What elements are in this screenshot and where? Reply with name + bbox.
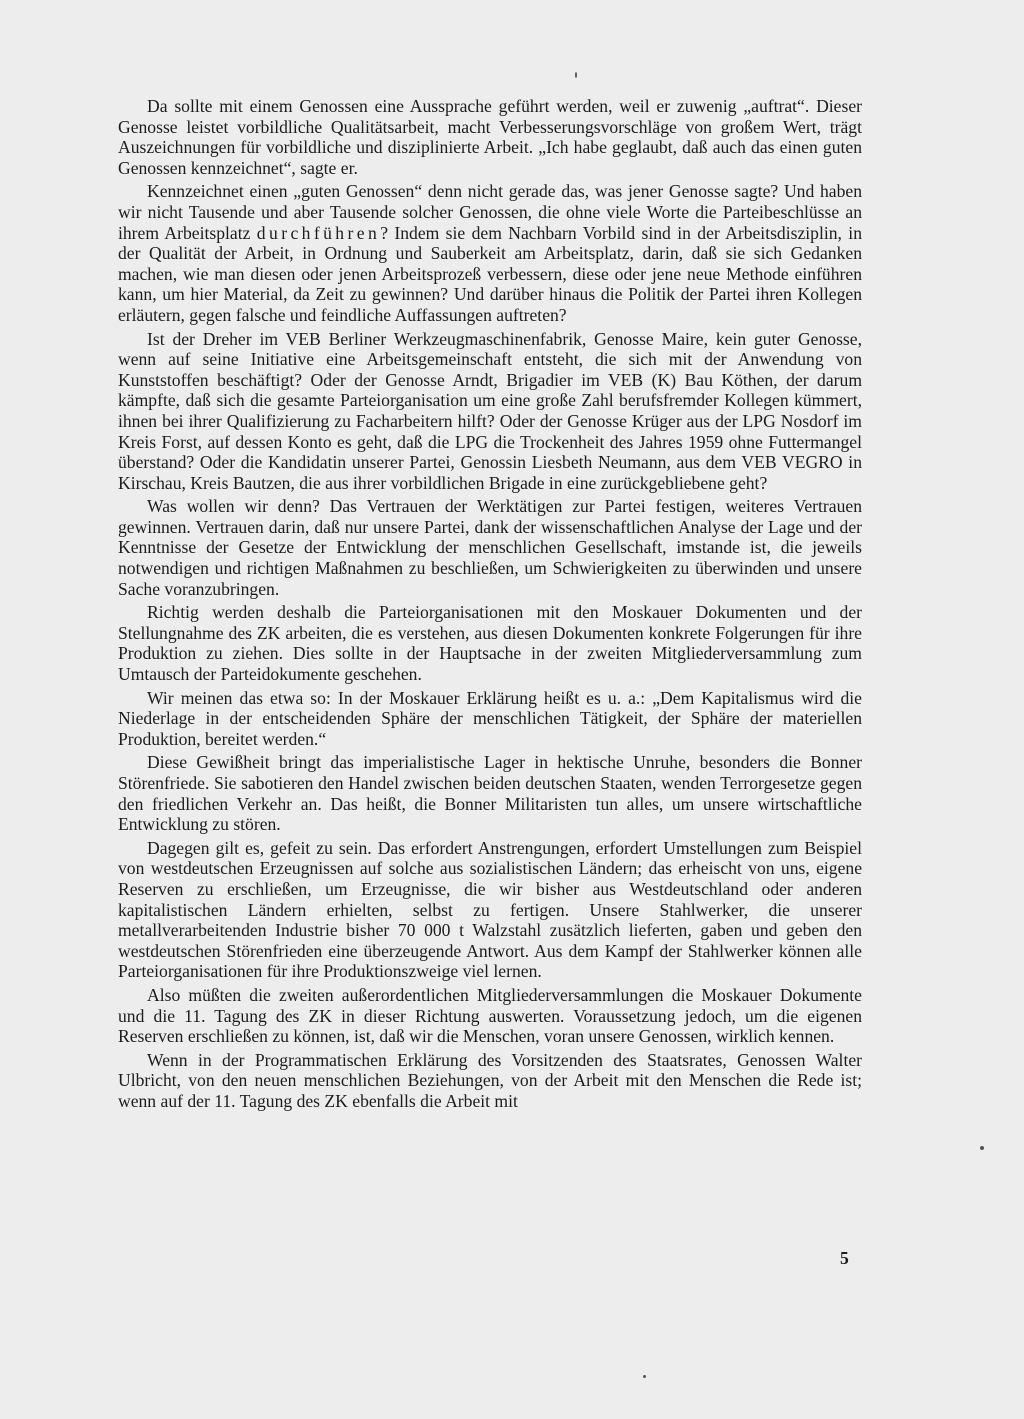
paragraph-1: [118, 96, 862, 178]
paragraph-9: [118, 985, 862, 1047]
text-run: Wenn in der Programmatischen Erklärung des Vorsitzenden des Staatsrates, Genossen Walter Ulbricht, von den neuen menschlichen Beziehungen, von der Arbeit mit den Menschen die Rede ist; wenn auf der 11. Tagung des ZK ebenfalls die Arbeit mit: [118, 1049, 862, 1111]
text-run: Richtig werden deshalb die Parteiorganisationen mit den Moskauer Dokumenten und der Stellungnahme des ZK arbeiten, die es verstehen, aus diesen Dokumenten konkrete Folgerungen für ihre Produktion zu ziehen. Dies sollte in der Hauptsache in der zweiten Mitgliederversammlung zum Umtausch der Parteidokumente geschehen.: [118, 602, 862, 685]
paragraph-7: [118, 752, 862, 834]
emphasis-text: durchführen: [256, 222, 381, 243]
page-number: 5: [840, 1248, 849, 1268]
text-run: Wir meinen das etwa so: In der Moskauer Erklärung heißt es u. a.: „Dem Kapitalismus wird die Niederlage in der entscheidenden Sphäre der menschlichen Tätigkeit, der Sphäre der materiellen Produktion, bereitet werden.“: [118, 687, 862, 749]
scan-speck: [643, 1375, 646, 1378]
scan-speck: [980, 1146, 984, 1150]
body-text: [118, 96, 862, 1112]
paragraph-2: [118, 181, 862, 325]
text-run: Kennzeichnet einen „guten Genossen“ denn nicht gerade das, was jener Genosse sagte? Und haben wir nicht Tausende und aber Tausende solcher Genossen, die ohne viele Worte die Parteibeschlüsse an ihrem Arbeitsplatz: [118, 181, 862, 243]
paragraph-4: [118, 496, 862, 599]
text-run: Ist der Dreher im VEB Berliner Werkzeugmaschinenfabrik, Genosse Maire, kein guter Genosse, wenn auf seine Initiative eine Arbeitsgemeinschaft entsteht, die sich mit der Anwendung von Kunststoffen beschäftigt? Oder der Genosse Arndt, Brigadier im VEB (K) Bau Köthen, der darum kämpfte, daß sich die gesamte Parteiorganisation um eine große Zahl berufsfremder Kollegen kümmert, ihnen bei ihrer Qualifizierung zu Facharbeitern hilft? Oder der Genosse Krüger aus der LPG Nosdorf im Kreis Forst, auf dessen Konto es geht, daß die LPG die Trockenheit des Jahres 1959 ohne Futtermangel überstand? Oder die Kandidatin unserer Partei, Genossin Liesbeth Neumann, aus dem VEB VEGRO in Kirschau, Kreis Bautzen, die aus ihrer vorbildlichen Brigade in eine zurückgebliebene geht?: [118, 328, 862, 493]
paragraph-10: [118, 1050, 862, 1112]
text-run: Diese Gewißheit bringt das imperialistische Lager in hektische Unruhe, besonders die Bonner Störenfriede. Sie sabotieren den Handel zwischen beiden deutschen Staaten, wenden Terrorgesetze gegen den friedlichen Verkehr an. Das heißt, die Bonner Militaristen tun alles, um unsere wirtschaftliche Entwicklung zu stören.: [118, 752, 862, 835]
text-run: Dagegen gilt es, gefeit zu sein. Das erfordert Anstrengungen, erfordert Umstellungen zum Beispiel von westdeutschen Erzeugnissen auf solche aus sozialistischen Ländern; das erheischt von uns, eigene Reserven zu erschließen, um Erzeugnisse, die wir bisher aus Westdeutschland oder anderen kapitalistischen Ländern erhielten, selbst zu fertigen. Unsere Stahlwerker, die unserer metallverarbeitenden Industrie bisher 70 000 t Walzstahl zusätzlich lieferten, gaben und geben den westdeutschen Störenfrieden eine überzeugende Antwort. Aus dem Kampf der Stahlwerker können alle Parteiorganisationen für ihre Produktionszweige viel lernen.: [118, 837, 862, 982]
paragraph-5: [118, 602, 862, 684]
text-run: ? Indem sie dem Nachbarn Vorbild sind in der Arbeitsdisziplin, in der Qualität der Arbeit, in Ordnung und Sauberkeit am Arbeitsplatz, darin, daß sie sich Gedanken machen, wie man diesen oder jenen Arbeitsprozeß verbessern, diese oder jene neue Methode einführen kann, um hier Material, da Zeit zu gewinnen? Und darüber hinaus die Politik der Partei ihren Kollegen erläutern, gegen falsche und feindliche Auffassungen auftreten?: [118, 222, 862, 325]
text-run: Also müßten die zweiten außerordentlichen Mitgliederversammlungen die Moskauer Dokumente und die 11. Tagung des ZK in dieser Richtung auswerten. Voraussetzung jedoch, um die eigenen Reserven erschließen zu können, ist, daß wir die Menschen, voran unsere Genossen, wirklich kennen.: [118, 984, 862, 1047]
scan-speck: [575, 72, 577, 78]
paragraph-8: [118, 838, 862, 982]
text-run: Da sollte mit einem Genossen eine Aussprache geführt werden, weil er zuwenig „auftrat“. Dieser Genosse leistet vorbildliche Qualitätsarbeit, macht Verbesserungsvorschläge von großem Wert, trägt Auszeichnungen für vorbildliche und disziplinierte Arbeit. „Ich habe geglaubt, daß auch das einen guten Genossen kennzeichnet“, sagte er.: [118, 96, 862, 178]
text-run: Was wollen wir denn? Das Vertrauen der Werktätigen zur Partei festigen, weiteres Vertrauen gewinnen. Vertrauen darin, daß nur unsere Partei, dank der wissenschaftlichen Analyse der Lage und der Kenntnisse der Gesetze der Entwicklung der menschlichen Gesellschaft, imstande ist, die jeweils notwendigen und richtigen Maßnahmen zu beschließen, um Schwierigkeiten zu überwinden und unsere Sache voranzubringen.: [118, 496, 862, 599]
paragraph-6: [118, 688, 862, 750]
paragraph-3: [118, 329, 862, 494]
